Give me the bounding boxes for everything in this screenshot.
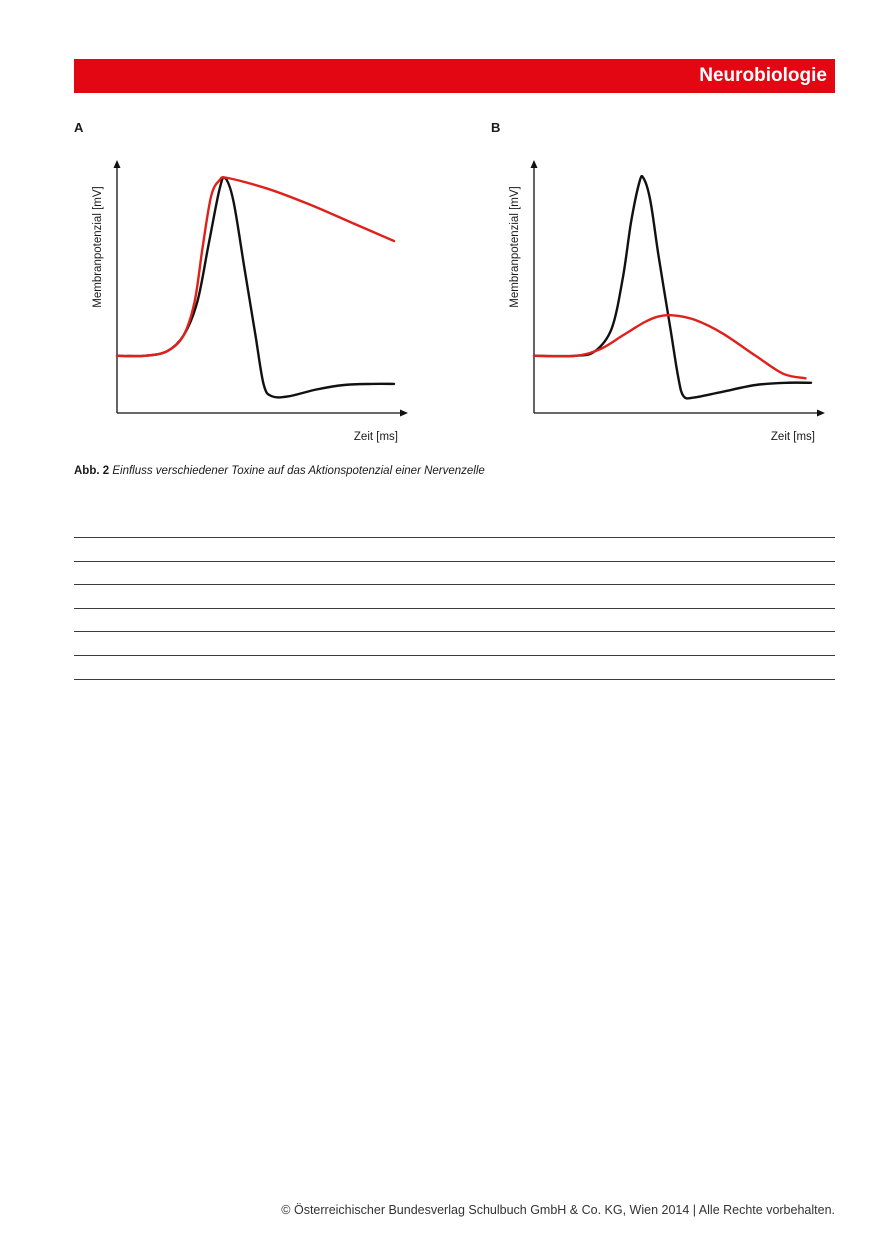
writing-lines <box>74 537 835 702</box>
x-axis-arrow <box>400 410 408 417</box>
panel-label-b: B <box>491 120 501 135</box>
section-title: Neurobiologie <box>699 65 827 86</box>
series-line-normal <box>117 177 394 397</box>
y-axis-label: Membranpotenzial [mV] <box>92 186 104 308</box>
writing-line <box>74 631 835 655</box>
writing-line <box>74 679 835 703</box>
header-bar <box>74 59 835 93</box>
chart-a <box>86 155 416 450</box>
figure-caption <box>74 463 485 479</box>
panel-label-a: A <box>74 120 84 135</box>
y-axis-label: Membranpotenzial [mV] <box>509 186 521 308</box>
x-axis-label: Zeit [ms] <box>770 431 815 443</box>
caption-text: Einfluss verschiedener Toxine auf das Aktionspotenzial einer Nervenzelle <box>112 465 485 477</box>
x-axis-label: Zeit [ms] <box>353 431 398 443</box>
writing-line <box>74 608 835 632</box>
chart-b <box>503 155 833 450</box>
writing-line <box>74 537 835 561</box>
y-axis-arrow <box>531 160 538 168</box>
caption-number: Abb. 2 <box>74 465 110 477</box>
writing-line <box>74 655 835 679</box>
writing-line <box>74 561 835 585</box>
copyright-footer: © Österreichischer Bundesverlag Schulbuch GmbH & Co. KG, Wien 2014 | Alle Rechte vorbehalten. <box>281 1203 835 1217</box>
y-axis-arrow <box>114 160 121 168</box>
writing-line <box>74 584 835 608</box>
x-axis-arrow <box>817 410 825 417</box>
